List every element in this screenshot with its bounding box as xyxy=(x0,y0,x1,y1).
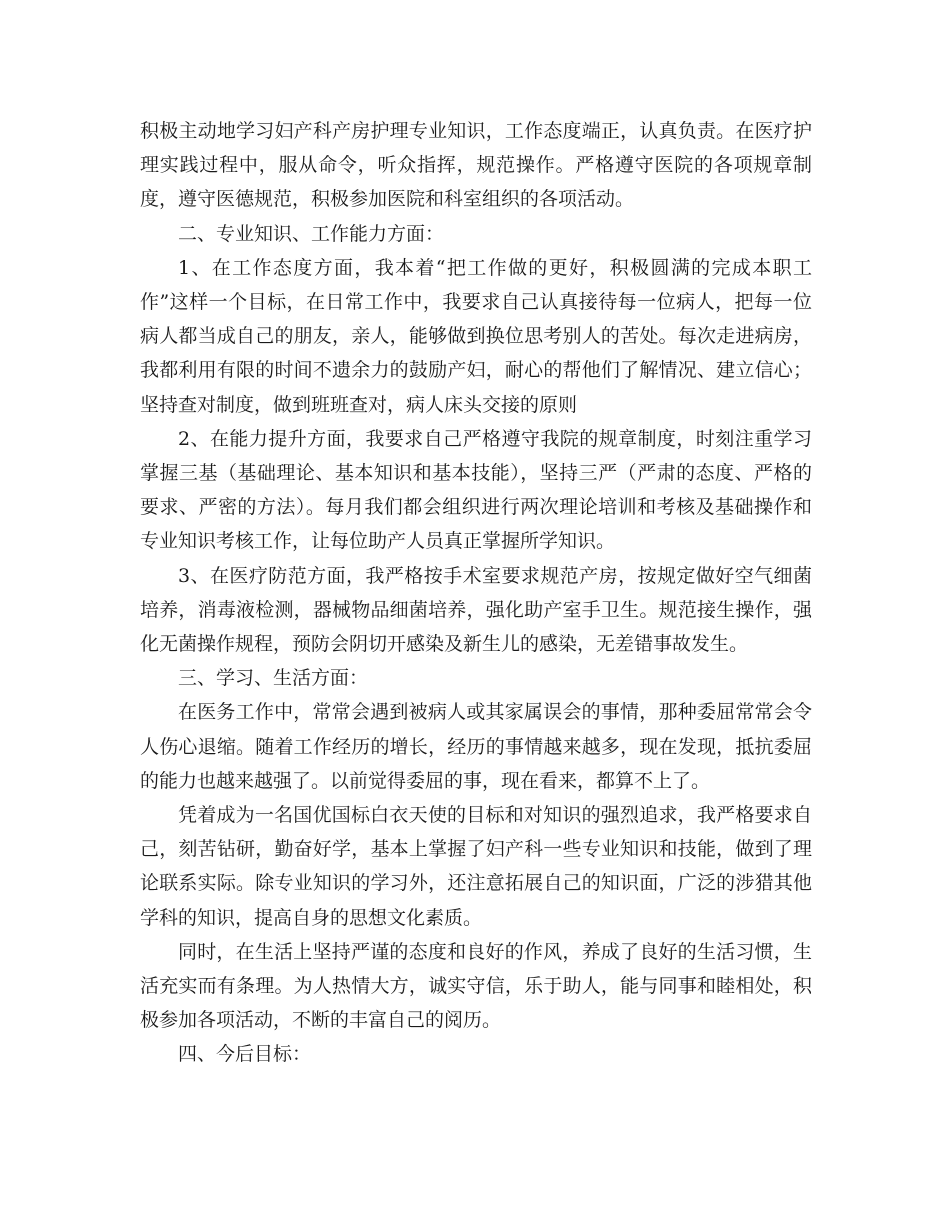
heading-study-life: 三、学习、生活方面： xyxy=(178,667,369,690)
paragraph-ability-improvement: 2、在能力提升方面，我要求自己严格遵守我院的规章制度，时刻注重学习掌握三基（基础理论、基本知识和基本技能），坚持三严（严肃的态度、严格的要求、严密的方法）。每月我们都会组织进行两次理论培训和考核及基础操作和专业知识考核工作，让每位助产人员真正掌握所学知识。 xyxy=(140,427,812,553)
paragraph-misunderstanding: 在医务工作中，常常会遇到被病人或其家属误会的事情，那种委屈常常会令人伤心退缩。随着工作经历的增长，经历的事情越来越多，现在发现，抵抗委屈的能力也越来越强了。以前觉得委屈的事，现在看来，都算不上了。 xyxy=(140,701,812,792)
paragraph-knowledge-pursuit: 凭着成为一名国优国标白衣天使的目标和对知识的强烈追求，我严格要求自己，刻苦钻研，勤奋好学，基本上掌握了妇产科一些专业知识和技能，做到了理论联系实际。除专业知识的学习外，还注意拓展自己的知识面，广泛的涉猎其他学科的知识，提高自身的思想文化素质。 xyxy=(140,804,812,929)
paragraph-life-habits: 同时，在生活上坚持严谨的态度和良好的作风，养成了良好的生活习惯，生活充实而有条理。为人热情大方，诚实守信，乐于助人，能与同事和睦相处，积极参加各项活动，不断的丰富自己的阅历。 xyxy=(140,940,812,1032)
heading-professional-ability: 二、专业知识、工作能力方面： xyxy=(178,222,445,245)
paragraph-work-attitude: 1、在工作态度方面，我本着“把工作做的更好，积极圆满的完成本职工作”这样一个目标，在日常工作中，我要求自己认真接待每一位病人，把每一位病人都当成自己的朋友，亲人，能够做到换位思考别人的苦处。每次走进病房，我都利用有限的时间不遗余力的鼓励产妇，耐心的帮他们了解情况、建立信心；坚持查对制度，做到班班查对，病人床头交接的原则 xyxy=(140,256,812,416)
document-body xyxy=(140,114,812,1072)
paragraph-medical-prevention: 3、在医疗防范方面，我严格按手术室要求规范产房，按规定做好空气细菌培养，消毒液检测，器械物品细菌培养，强化助产室手卫生。规范接生操作，强化无菌操作规程，预防会阴切开感染及新生儿的感染，无差错事故发生。 xyxy=(140,564,812,656)
paragraph-professional-study: 积极主动地学习妇产科产房护理专业知识，工作态度端正，认真负责。在医疗护理实践过程中，服从命令，听众指挥，规范操作。严格遵守医院的各项规章制度，遵守医德规范，积极参加医院和科室组织的各项活动。 xyxy=(140,120,812,211)
heading-future-goals: 四、今后目标： xyxy=(178,1043,312,1066)
